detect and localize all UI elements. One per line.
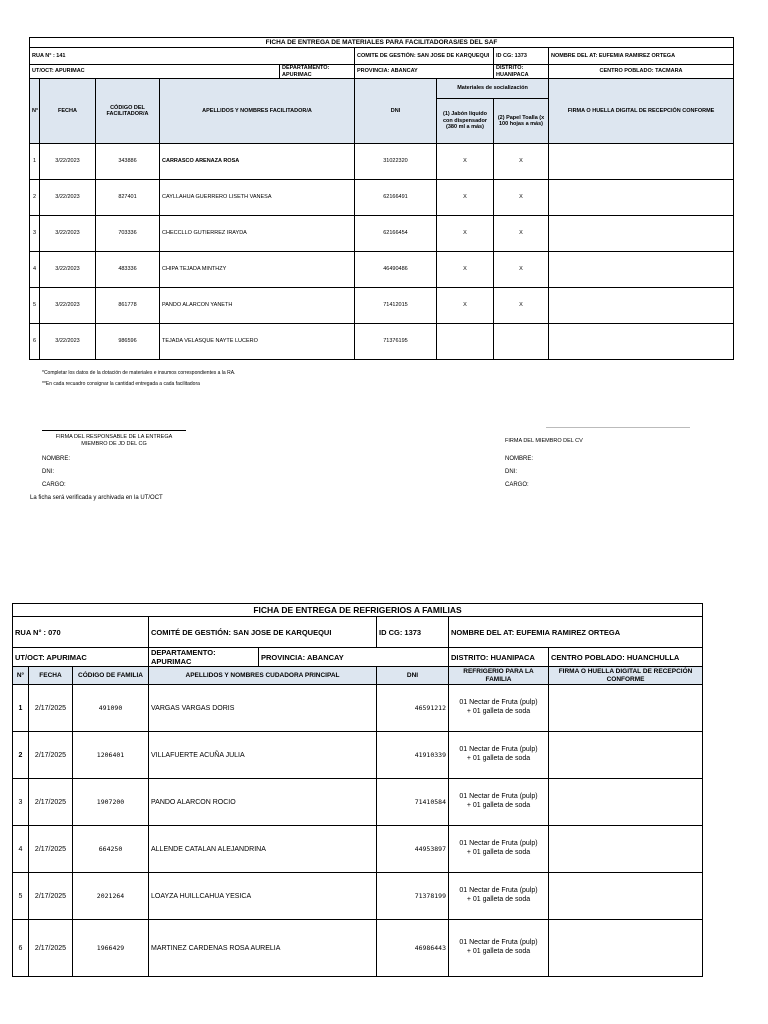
row-nombre: LOAYZA HUILLCAHUA YESICA [149, 873, 377, 920]
snacks-delivery-table [12, 603, 703, 977]
table-row [30, 252, 734, 288]
row-firma[interactable] [549, 826, 703, 873]
dni-label-left: DNI: [42, 469, 54, 475]
header-firma: FIRMA O HUELLA DIGITAL DE RECEPCIÓN CONFORME [549, 79, 734, 144]
row-nombre: PANDO ALARCON ROCIO [149, 779, 377, 826]
row-codigo: 986596 [96, 324, 160, 360]
row-fecha: 3/22/2023 [40, 144, 96, 180]
row-dni: 71410584 [377, 779, 449, 826]
form2-id-cg: ID CG: 1373 [377, 617, 449, 648]
row-firma[interactable] [549, 685, 703, 732]
row-fecha: 3/22/2023 [40, 180, 96, 216]
row-codigo: 1907200 [73, 779, 149, 826]
row-refrigerio [449, 873, 549, 920]
row-fecha: 2/17/2025 [29, 826, 73, 873]
row-dni: 31022320 [355, 144, 437, 180]
table-row [30, 324, 734, 360]
form1-title: FICHA DE ENTREGA DE MATERIALES PARA FACILITADORAS/ES DEL SAF [30, 38, 734, 48]
nombre-label-left: NOMBRE: [42, 456, 71, 462]
row-nombre: CHIPA TEJADA MINTHZY [160, 252, 355, 288]
row-dni: 41910339 [377, 732, 449, 779]
row-firma[interactable] [549, 873, 703, 920]
row-num: 2 [13, 732, 29, 779]
row-mat1: X [437, 144, 494, 180]
header-num: N° [30, 79, 40, 144]
row-firma[interactable] [549, 144, 734, 180]
row-fecha: 3/22/2023 [40, 288, 96, 324]
row-num: 6 [13, 920, 29, 977]
signature-caption-right: FIRMA DEL MIEMBRO DEL CV [505, 438, 583, 444]
row-fecha: 2/17/2025 [29, 685, 73, 732]
refrigerio-line-1: 01 Nectar de Fruta (pulp) [459, 887, 538, 895]
signature-caption-left-line2: MIEMBRO DE JD DEL CG [81, 441, 147, 448]
row-fecha: 3/22/2023 [40, 324, 96, 360]
header-codigo: CÓDIGO DE FAMILIA [73, 667, 149, 685]
row-dni: 46591212 [377, 685, 449, 732]
row-mat1: X [437, 288, 494, 324]
table-row [30, 180, 734, 216]
form2-distrito: DISTRITO: HUANIPACA [449, 648, 549, 667]
row-fecha: 2/17/2025 [29, 873, 73, 920]
refrigerio-line-1: 01 Nectar de Fruta (pulp) [459, 746, 538, 754]
row-num: 4 [13, 826, 29, 873]
row-dni: 62166454 [355, 216, 437, 252]
footnote-2: **En cada recuadro consignar la cantidad entregada a cada facilitadora [42, 381, 200, 387]
row-codigo: 1206401 [73, 732, 149, 779]
row-refrigerio [449, 779, 549, 826]
row-codigo: 2021264 [73, 873, 149, 920]
form1-distrito: DISTRITO: HUANIPACA [494, 65, 549, 79]
form2-rua: RUA N° : 070 [13, 617, 149, 648]
table-row [30, 216, 734, 252]
refrigerio-line-2: + 01 galleta de soda [466, 849, 531, 856]
header-dni: DNI [377, 667, 449, 685]
row-codigo: 827401 [96, 180, 160, 216]
row-mat1: X [437, 180, 494, 216]
header-firma: FIRMA O HUELLA DIGITAL DE RECEPCIÓN CONFORME [549, 667, 703, 685]
row-num: 2 [30, 180, 40, 216]
row-fecha: 2/17/2025 [29, 920, 73, 977]
refrigerio-line-1: 01 Nectar de Fruta (pulp) [459, 699, 538, 707]
form1-provincia: PROVINCIA: ABANCAY [355, 65, 494, 79]
header-num: N° [13, 667, 29, 685]
row-firma[interactable] [549, 180, 734, 216]
refrigerio-line-2: + 01 galleta de soda [466, 896, 531, 903]
signature-caption-left-line1: FIRMA DEL RESPONSABLE DE LA ENTREGA [55, 434, 173, 440]
row-mat2: X [494, 144, 549, 180]
nombre-label-right: NOMBRE: [505, 456, 534, 462]
signature-caption-left [42, 434, 186, 448]
row-nombre: TEJADA VELASQUE NAYTE LUCERO [160, 324, 355, 360]
row-dni: 46490486 [355, 252, 437, 288]
refrigerio-line-1: 01 Nectar de Fruta (pulp) [459, 840, 538, 848]
row-dni: 44953897 [377, 826, 449, 873]
row-num: 4 [30, 252, 40, 288]
refrigerio-line-1: 01 Nectar de Fruta (pulp) [459, 939, 538, 947]
row-nombre: ALLENDE CATALAN ALEJANDRINA [149, 826, 377, 873]
row-firma[interactable] [549, 288, 734, 324]
row-refrigerio [449, 826, 549, 873]
row-firma[interactable] [549, 252, 734, 288]
refrigerio-line-2: + 01 galleta de soda [466, 708, 531, 715]
row-mat1 [437, 324, 494, 360]
table-row [13, 920, 703, 977]
header-materiales: Materiales de socialización [437, 79, 549, 99]
table-row [30, 288, 734, 324]
table-row [13, 873, 703, 920]
row-nombre: VARGAS VARGAS DORIS [149, 685, 377, 732]
refrigerio-line-2: + 01 galleta de soda [466, 948, 531, 955]
form1-utoct: UT/OCT: APURIMAC [30, 65, 280, 79]
row-mat1: X [437, 252, 494, 288]
footer-note: La ficha será verificada y archivada en la UT/OCT [30, 495, 163, 501]
header-fecha: FECHA [29, 667, 73, 685]
row-nombre: VILLAFUERTE ACUÑA JULIA [149, 732, 377, 779]
row-dni: 71376195 [355, 324, 437, 360]
row-nombre: PANDO ALARCON YANETH [160, 288, 355, 324]
header-codigo: CÓDIGO DEL FACILITADOR/A [96, 79, 160, 144]
form2-utoct: UT/OCT: APURIMAC [13, 648, 149, 667]
table-row [13, 732, 703, 779]
refrigerio-line-1: 01 Nectar de Fruta (pulp) [459, 793, 538, 801]
row-firma[interactable] [549, 324, 734, 360]
row-dni: 46986443 [377, 920, 449, 977]
row-refrigerio [449, 732, 549, 779]
row-dni: 71378199 [377, 873, 449, 920]
row-mat2: X [494, 288, 549, 324]
form2-departamento: DEPARTAMENTO: APURIMAC [149, 648, 259, 667]
signature-line-right [546, 427, 690, 428]
row-refrigerio [449, 920, 549, 977]
row-codigo: 491090 [73, 685, 149, 732]
form2-provincia: PROVINCIA: ABANCAY [259, 648, 449, 667]
form1-comite: COMITE DE GESTIÓN: SAN JOSE DE KARQUEQUI [355, 48, 494, 65]
form2-centro-poblado: CENTRO POBLADO: HUANCHULLA [549, 648, 703, 667]
form2-title: FICHA DE ENTREGA DE REFRIGERIOS A FAMILIAS [13, 604, 703, 617]
signature-line-left [42, 430, 186, 431]
row-nombre: CARRASCO ARENAZA ROSA [160, 144, 355, 180]
cargo-label-right: CARGO: [505, 482, 529, 488]
row-firma[interactable] [549, 732, 703, 779]
header-refrigerio: REFRIGERIO PARA LA FAMILIA [449, 667, 549, 685]
header-dni: DNI [355, 79, 437, 144]
row-fecha: 2/17/2025 [29, 732, 73, 779]
row-codigo: 664250 [73, 826, 149, 873]
row-mat1: X [437, 216, 494, 252]
row-nombre: CAYLLAHUA GUERRERO LISETH VANESA [160, 180, 355, 216]
header-material-1: (1) Jabón líquido con dispensador (380 ml a más) [437, 99, 494, 144]
row-num: 5 [13, 873, 29, 920]
row-firma[interactable] [549, 779, 703, 826]
row-fecha: 3/22/2023 [40, 216, 96, 252]
row-nombre: CHECCLLO GUTIERREZ IRAYDA [160, 216, 355, 252]
refrigerio-line-2: + 01 galleta de soda [466, 802, 531, 809]
row-mat2 [494, 324, 549, 360]
header-apellidos: APELLIDOS Y NOMBRES FACILITADOR/A [160, 79, 355, 144]
form2-nombre-at: NOMBRE DEL AT: EUFEMIA RAMIREZ ORTEGA [449, 617, 703, 648]
row-fecha: 3/22/2023 [40, 252, 96, 288]
row-codigo: 861778 [96, 288, 160, 324]
header-material-2: (2) Papel Toalla (x 100 hojas a más) [494, 99, 549, 144]
row-num: 3 [30, 216, 40, 252]
row-nombre: MARTINEZ CARDENAS ROSA AURELIA [149, 920, 377, 977]
row-num: 5 [30, 288, 40, 324]
footnote-1: *Completar los datos de la dotación de materiales e insumos correspondientes a la RA. [42, 370, 236, 376]
header-fecha: FECHA [40, 79, 96, 144]
form1-rua: RUA N° : 141 [30, 48, 355, 65]
row-firma[interactable] [549, 920, 703, 977]
row-num: 3 [13, 779, 29, 826]
table-row [13, 779, 703, 826]
row-codigo: 483336 [96, 252, 160, 288]
header-apellidos: APELLIDOS Y NOMBRES CUDADORA PRINCIPAL [149, 667, 377, 685]
form1-centro-poblado: CENTRO POBLADO: TACMARA [549, 65, 734, 79]
dni-label-right: DNI: [505, 469, 517, 475]
form1-id-cg: ID CG: 1373 [494, 48, 549, 65]
row-num: 6 [30, 324, 40, 360]
row-fecha: 2/17/2025 [29, 779, 73, 826]
row-mat2: X [494, 216, 549, 252]
row-codigo: 1966429 [73, 920, 149, 977]
table-row [30, 144, 734, 180]
row-codigo: 703336 [96, 216, 160, 252]
materials-delivery-table [29, 37, 734, 360]
row-num: 1 [13, 685, 29, 732]
row-dni: 62166491 [355, 180, 437, 216]
cargo-label-left: CARGO: [42, 482, 66, 488]
form1-nombre-at: NOMBRE DEL AT: EUFEMIA RAMIREZ ORTEGA [549, 48, 734, 65]
row-mat2: X [494, 180, 549, 216]
row-mat2: X [494, 252, 549, 288]
row-num: 1 [30, 144, 40, 180]
refrigerio-line-2: + 01 galleta de soda [466, 755, 531, 762]
row-dni: 71412015 [355, 288, 437, 324]
row-refrigerio [449, 685, 549, 732]
form1-departamento: DEPARTAMENTO: APURIMAC [280, 65, 355, 79]
table-row [13, 685, 703, 732]
row-firma[interactable] [549, 216, 734, 252]
table-row [13, 826, 703, 873]
row-codigo: 343886 [96, 144, 160, 180]
form2-comite: COMITÉ DE GESTIÓN: SAN JOSE DE KARQUEQUI [149, 617, 377, 648]
